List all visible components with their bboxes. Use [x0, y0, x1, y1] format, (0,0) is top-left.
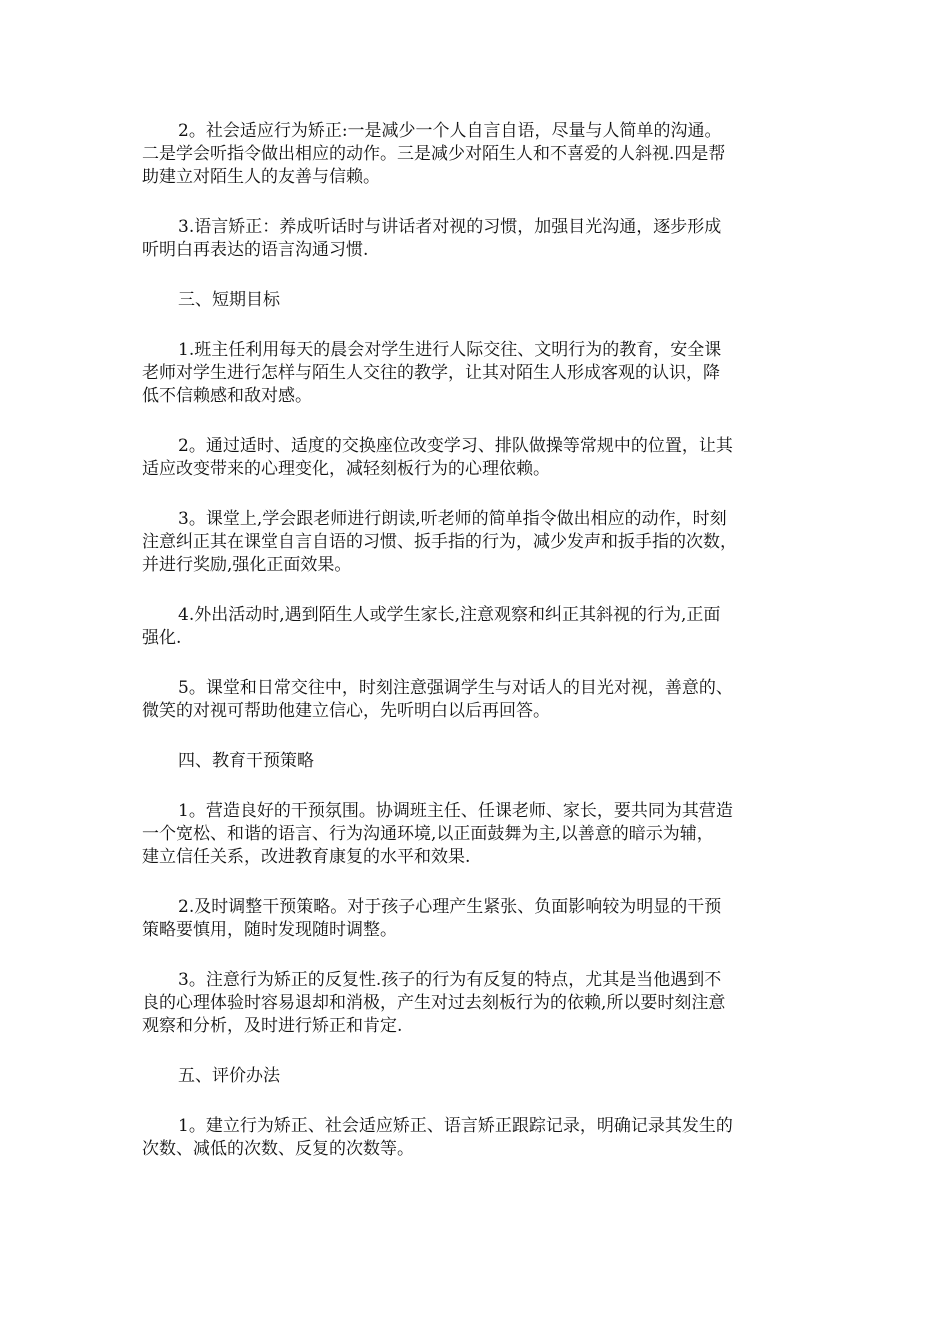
paragraph-short-term-3 — [142, 508, 808, 577]
text-line: 次数、减低的次数、反复的次数等。 — [142, 1139, 414, 1159]
text-line: 建立信任关系，改进教育康复的水平和效果. — [142, 847, 471, 867]
text-line: 2.及时调整干预策略。对于孩子心理产生紧张、负面影响较为明显的干预 — [178, 897, 722, 917]
text-line: 1。营造良好的干预氛围。协调班主任、任课老师、家长，要共同为其营造 — [178, 801, 733, 821]
text-line: 二是学会听指令做出相应的动作。三是减少对陌生人和不喜爱的人斜视.四是帮 — [142, 144, 726, 164]
text-line: 5。课堂和日常交往中，时刻注意强调学生与对话人的目光对视，善意的、 — [178, 678, 733, 698]
text-line: 一个宽松、和谐的语言、行为沟通环境,以正面鼓舞为主,以善意的暗示为辅， — [142, 824, 714, 844]
paragraph-strategy-2 — [142, 896, 808, 942]
text-line: 策略要慎用，随时发现随时调整。 — [142, 920, 397, 940]
text-line: 4.外出活动时,遇到陌生人或学生家长,注意观察和纠正其斜视的行为,正面 — [178, 605, 721, 625]
text-line: 注意纠正其在课堂自言自语的习惯、扳手指的行为，减少发声和扳手指的次数， — [142, 532, 737, 552]
section-heading-intervention-strategy: 四、教育干预策略 — [178, 751, 314, 771]
text-line: 2。社会适应行为矫正:一是减少一个人自言自语，尽量与人简单的沟通。 — [178, 121, 722, 141]
paragraph-strategy-1 — [142, 800, 808, 869]
text-line: 老师对学生进行怎样与陌生人交往的教学，让其对陌生人形成客观的认识，降 — [142, 363, 720, 383]
section-heading-evaluation: 五、评价办法 — [178, 1066, 280, 1086]
paragraph-language-correction — [142, 216, 808, 262]
text-line: 良的心理体验时容易退却和消极，产生对过去刻板行为的依赖,所以要时刻注意 — [142, 993, 726, 1013]
document-page — [142, 120, 808, 1188]
text-line: 助建立对陌生人的友善与信赖。 — [142, 167, 380, 187]
text-line: 1。建立行为矫正、社会适应矫正、语言矫正跟踪记录，明确记录其发生的 — [178, 1116, 733, 1136]
paragraph-short-term-5 — [142, 677, 808, 723]
text-line: 微笑的对视可帮助他建立信心，先听明白以后再回答。 — [142, 701, 550, 721]
text-line: 适应改变带来的心理变化，减轻刻板行为的心理依赖。 — [142, 459, 550, 479]
text-line: 3.语言矫正：养成听话时与讲话者对视的习惯，加强目光沟通，逐步形成 — [178, 217, 722, 237]
paragraph-short-term-1 — [142, 339, 808, 408]
text-line: 低不信赖感和敌对感。 — [142, 386, 312, 406]
text-line: 2。通过适时、适度的交换座位改变学习、排队做操等常规中的位置，让其 — [178, 436, 733, 456]
text-line: 观察和分析，及时进行矫正和肯定. — [142, 1016, 403, 1036]
section-heading-short-term-goals: 三、短期目标 — [178, 290, 280, 310]
text-line: 3。课堂上,学会跟老师进行朗读,听老师的简单指令做出相应的动作，时刻 — [178, 509, 727, 529]
text-line: 3。注意行为矫正的反复性.孩子的行为有反复的特点，尤其是当他遇到不 — [178, 970, 722, 990]
paragraph-strategy-3 — [142, 969, 808, 1038]
text-line: 强化. — [142, 628, 182, 648]
paragraph-short-term-4 — [142, 604, 808, 650]
paragraph-short-term-2 — [142, 435, 808, 481]
paragraph-evaluation-1 — [142, 1115, 808, 1161]
paragraph-social-adaptation — [142, 120, 808, 189]
text-line: 1.班主任利用每天的晨会对学生进行人际交往、文明行为的教育，安全课 — [178, 340, 722, 360]
text-line: 并进行奖励,强化正面效果。 — [142, 555, 352, 575]
text-line: 听明白再表达的语言沟通习惯. — [142, 240, 369, 260]
